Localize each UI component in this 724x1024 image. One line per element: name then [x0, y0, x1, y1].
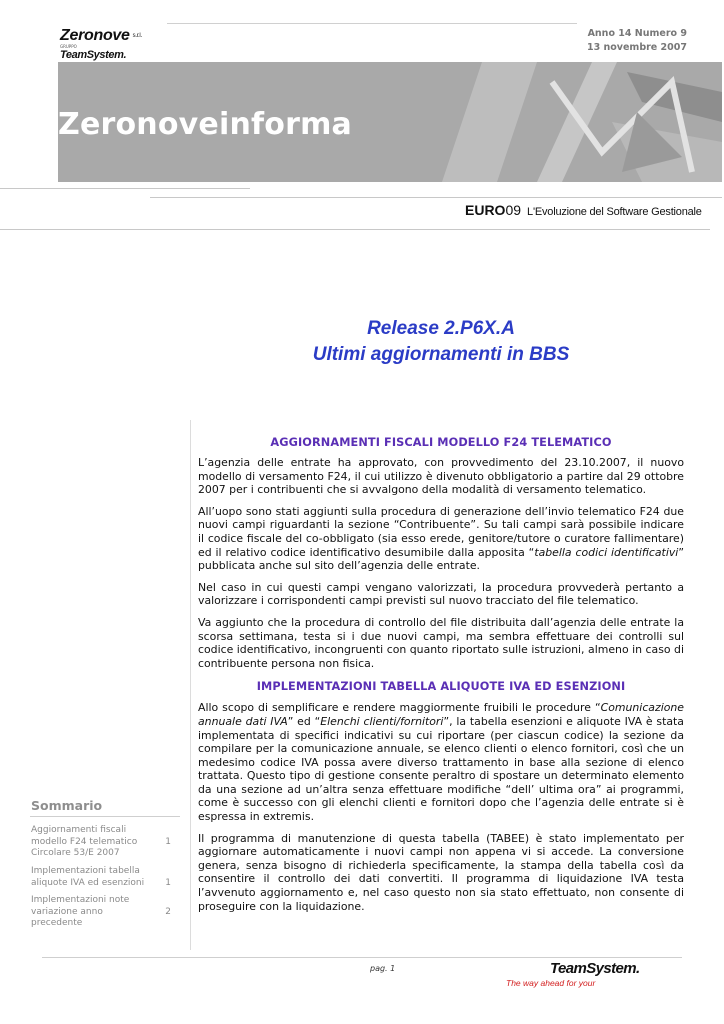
release-title: Release 2.P6X.A: [367, 318, 515, 339]
toc-item-label: Implementazioni tabella aliquote IVA ed esenzioni: [31, 866, 145, 888]
logo-text: Zeronove: [60, 27, 130, 44]
toc-item-label: Implementazioni note variazione anno precedente: [31, 895, 130, 929]
euro-tagline: L'Evoluzione del Software Gestionale: [527, 206, 702, 218]
section-heading-f24: AGGIORNAMENTI FISCALI MODELLO F24 TELEMATICO: [270, 436, 612, 449]
toc-item-page: 2: [165, 907, 171, 917]
euro09-logo: [465, 202, 702, 218]
paragraph: Il programma di manutenzione di questa tabella (TABEE) è stato implementato per aggiornare automaticamente i nuovi campi non appena vi si accede. La conversione genera, senza bisogno di richiederla specificamente, la stampa della tabella così da consentire il controllo dei dati convertiti. Il programma di liquidazione IVA testa l’avvenuto aggiornamento e, nel caso questo non sia stato effettuato, non consente di proseguire con la liquidazione.: [198, 831, 684, 913]
issue-number: Anno 14 Numero 9: [587, 28, 687, 39]
divider-rule: [0, 229, 710, 230]
toc-item-page: 1: [165, 878, 171, 888]
release-subtitle: Ultimi aggiornamenti in BBS: [312, 344, 570, 365]
paragraph: Va aggiunto che la procedura di controllo del file distribuita dall’agenzia delle entrate la scorsa settimana, testa si i due nuovi campi, ma sembra effettuare dei controlli sul codice identificativo, incongruenti con quanto riportato sulle istruzioni, almeno in caso di contribuente persona non fisica.: [198, 615, 684, 670]
euro-num: 09: [505, 202, 522, 218]
logo-group-label: GRUPPO: [60, 44, 77, 49]
zeronove-logo: [60, 27, 142, 45]
toc-item-label: Aggiornamenti fiscali modello F24 telematico Circolare 53/E 2007: [31, 825, 138, 859]
column-divider: [190, 420, 191, 950]
page-number: pag. 1: [370, 964, 396, 973]
header-banner: [58, 62, 722, 182]
toc-item[interactable]: [31, 825, 183, 860]
paragraph: Nel caso in cui questi campi vengano valorizzati, la procedura provvederà pertanto a valorizzare i corrispondenti campi previsti sul nuovo tracciato del file telematico.: [198, 580, 684, 608]
teamsystem-logo-footer: TeamSystem.: [550, 960, 640, 977]
logo-srl: s.r.l.: [132, 32, 142, 39]
euro-bold: EURO: [465, 202, 506, 218]
top-rule: [167, 23, 577, 24]
paragraph: All’uopo sono stati aggiunti sulla procedura di generazione dell’invio telematico F24 due nuovi campi riguardanti la sezione “Contribuente”. Su tali campi sarà possibile indicare il codice fiscale del co-obbligato (sia esso erede, genitore/tutore o curatore fallimentare) ed il relativo codice identificativo desumibile dalla apposita “tabella codici identificativi” pubblicata anche sul sito dell’agenzia delle entrate.: [198, 504, 684, 573]
paragraph: L’agenzia delle entrate ha approvato, con provvedimento del 23.10.2007, il nuovo modello di versamento F24, il cui utilizzo è divenuto obbligatorio a partire dal 29 ottobre 2007 per i contribuenti che si avvalgono della modalità di versamento telematico.: [198, 456, 684, 497]
issue-info: [587, 27, 687, 55]
toc-item-page: 1: [165, 837, 171, 847]
toc-item[interactable]: [31, 866, 183, 889]
sidebar-title: Sommario: [31, 798, 103, 813]
divider-rule: [0, 188, 250, 189]
main-content: [198, 436, 684, 921]
banner-decoration-graphic: [442, 62, 722, 182]
toc-item[interactable]: [31, 895, 183, 930]
sidebar-rule: [30, 816, 180, 817]
issue-date: 13 novembre 2007: [586, 42, 687, 53]
footer-tagline: The way ahead for your: [506, 978, 596, 988]
banner-title: Zeronoveinforma: [58, 107, 352, 142]
footer-rule: [42, 957, 682, 958]
teamsystem-logo-small: TeamSystem.: [60, 49, 127, 61]
section-heading-iva: IMPLEMENTAZIONI TABELLA ALIQUOTE IVA ED ESENZIONI: [256, 680, 626, 694]
divider-rule: [150, 197, 722, 198]
paragraph: Allo scopo di semplificare e rendere maggiormente fruibili le procedure “Comunicazione annuale dati IVA” ed “Elenchi clienti/fornitori”, la tabella esenzioni e aliquote IVA è stata implementata di specifici indicativi su cui riportare (per ciascun codice) la sezione da compilare per la comunicazione annuale, se elenco clienti o elenco fornitori, così che un medesimo codice IVA possa avere diverso trattamento in base alla sezione di elenco trattata. Questo tipo di gestione consente peraltro di spostare un determinato elemento da una sezione ad un’altra senza effettuare modifiche “dell’ ultima ora” ai programmi, come è successo con gli elenchi clienti e fornitori dopo che l’agenzia delle entrate si è espressa in extremis.: [198, 701, 684, 824]
